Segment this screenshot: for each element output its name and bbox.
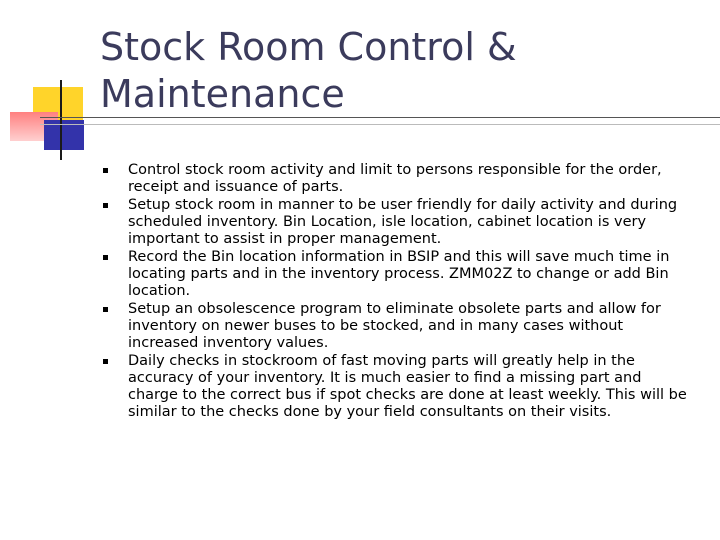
bullet-item [128,301,693,352]
decor-title-rule-light [40,124,720,125]
slide-title [100,24,700,118]
bullet-text: Daily checks in stockroom of fast moving parts will greatly help in the accuracy of your inventory. It is much easier to find a missing part and charge to the correct bus if spot checks are done at least weekly. This will be similar to the checks done by your field consultants on their visits. [128,353,687,420]
decor-vertical-line [60,80,62,160]
square-bullet-icon [103,307,108,312]
bullet-text: Setup stock room in manner to be user friendly for daily activity and during scheduled inventory. Bin Location, isle location, cabinet location is very important to assist in proper management. [128,197,678,247]
square-bullet-icon [103,168,108,173]
slide-title-line1: Stock Room Control & [100,25,517,69]
bullet-item [128,353,693,421]
bullet-item [128,197,693,248]
bullet-item [128,249,693,300]
slide-title-line2: Maintenance [100,72,345,116]
square-bullet-icon [103,359,108,364]
square-bullet-icon [103,203,108,208]
bullet-text: Setup an obsolescence program to eliminate obsolete parts and allow for inventory on newer buses to be stocked, and in many cases without increased inventory values. [128,301,661,351]
bullet-item [128,162,693,196]
square-bullet-icon [103,255,108,260]
bullet-text: Control stock room activity and limit to persons responsible for the order, receipt and issuance of parts. [128,162,662,195]
bullet-text: Record the Bin location information in BSIP and this will save much time in locating parts and in the inventory process. ZMM02Z to change or add Bin location. [128,249,670,299]
bullet-list [128,162,693,422]
